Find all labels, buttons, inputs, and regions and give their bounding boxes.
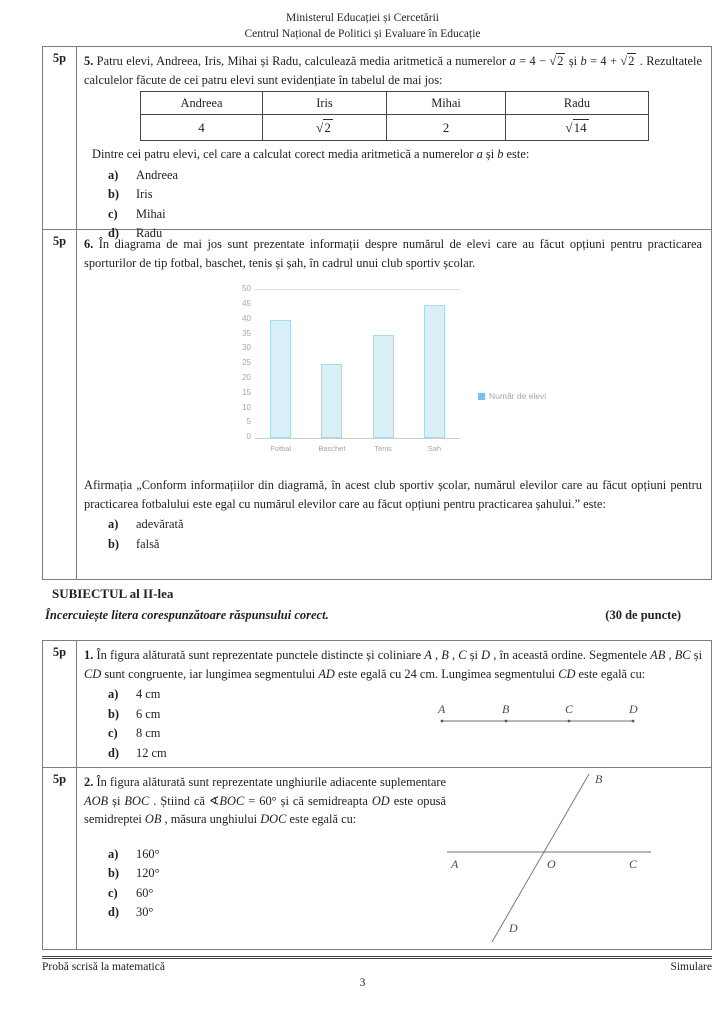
question-6-text: 6. În diagrama de mai jos sunt prezentate informații despre numărul de elevi care au făcut opțiuni pentru practicarea sporturilor de tip fotbal, baschet, tenis și șah, în cadrul unui club sportiv școlar.: [84, 237, 702, 270]
results-table: [140, 91, 649, 141]
page-number: 3: [359, 977, 366, 989]
section1-questions: [42, 46, 712, 580]
y-tick-label: 50: [242, 284, 251, 294]
option-letter: c): [108, 206, 118, 221]
option-row: [108, 166, 702, 186]
point-d-label: D: [629, 702, 638, 716]
line-d-b: [492, 774, 589, 942]
option-row: [108, 205, 702, 225]
point-b-label: B: [595, 772, 603, 786]
section2-title: SUBIECTUL al II-lea: [52, 586, 174, 601]
question-6-content: [77, 230, 711, 579]
option-letter: a): [108, 846, 119, 861]
section2-instruction: Încercuiește litera corespunzătoare răspunsului corect.: [45, 608, 329, 622]
results-table-cell: √14: [506, 115, 649, 141]
option-letter: d): [108, 745, 120, 760]
page-header: [0, 10, 725, 42]
option-letter: c): [108, 885, 118, 900]
chart-bar: [424, 305, 445, 438]
question-ii-2-points: 5p: [43, 768, 77, 949]
chart-category-label: Baschet: [318, 444, 346, 454]
results-table-header: Iris: [263, 92, 387, 115]
center-line: Centrul Național de Politici și Evaluare în Educație: [244, 28, 481, 41]
question-5-content: [77, 47, 711, 241]
point-d-label: D: [509, 921, 518, 935]
point-c-label: C: [565, 702, 574, 716]
question-6-points: 5p: [43, 230, 77, 579]
results-table-header: Radu: [506, 92, 649, 115]
question-6-options: [108, 515, 702, 554]
bar-chart: [235, 284, 570, 466]
results-table-cell: 4: [141, 115, 263, 141]
chart-category-label: Fotbal: [270, 444, 292, 454]
footer-left: Probă scrisă la matematică: [42, 961, 165, 973]
collinear-points-figure: [437, 697, 649, 735]
option-text: Iris: [136, 187, 153, 202]
chart-bar: [373, 335, 394, 439]
option-row: [108, 744, 702, 764]
point-o-label: O: [547, 857, 556, 871]
chart-category-label: Sah: [427, 444, 442, 454]
page-footer: [42, 956, 712, 973]
option-letter: a): [108, 687, 119, 702]
point-c-dot: [568, 720, 571, 723]
question-ii-1-row: [42, 640, 712, 768]
y-tick-label: 10: [242, 402, 251, 412]
point-a-label: A: [438, 702, 446, 716]
footer-right: Simulare: [670, 961, 712, 973]
y-tick-label: 30: [242, 343, 251, 353]
option-row: [108, 535, 702, 555]
chart-bar: [270, 320, 291, 438]
option-text: 8 cm: [136, 726, 161, 741]
chart-y-axis-labels: [235, 285, 251, 441]
option-letter: b): [108, 536, 120, 551]
chart-plot-area: [255, 289, 460, 439]
option-text: Andreea: [136, 167, 178, 182]
y-tick-label: 40: [242, 313, 251, 323]
question-ii-1-text: 1. În figura alăturată sunt reprezentate punctele distincte și coliniare A , B , C și D , în această ordine. Segmentele AB , BC și CD sunt congruente, iar lungimea segmentului AD este egală cu 24 cm. Lungimea segmentului CD este egală cu:: [84, 648, 703, 681]
option-text: 60°: [136, 885, 154, 900]
chart-category-label: Tenis: [374, 444, 392, 454]
point-c-label: C: [629, 857, 638, 871]
question-ii-2-text: 2. În figura alăturată sunt reprezentate unghiurile adiacente suplementare AOB și BOC . Știind că ∢BOC = 60° și că semidreapta OD este opusă semidreptei OB , măsura unghiului DOC este egală cu:: [84, 775, 446, 827]
option-text: Radu: [136, 226, 163, 241]
option-letter: d): [108, 226, 120, 241]
option-text: 12 cm: [136, 745, 167, 760]
results-table-header-row: [141, 92, 649, 115]
option-text: 6 cm: [136, 706, 161, 721]
option-letter: b): [108, 706, 120, 721]
question-5-text: 5. Patru elevi, Andreea, Iris, Mihai și Radu, calculează media aritmetică a numerelor a = 4 − √2 și b = 4 + √2 . Rezultatele calculelor făcute de cei patru elevi sunt evidențiate în tabelul de mai jos:: [84, 54, 702, 87]
section2-points-note: (30 de puncte): [605, 608, 681, 622]
chart-legend: [478, 391, 546, 401]
option-letter: b): [108, 187, 120, 202]
results-table-cell: 2: [387, 115, 506, 141]
point-b-dot: [505, 720, 508, 723]
option-text: 4 cm: [136, 687, 161, 702]
legend-swatch-icon: [478, 393, 485, 400]
chart-x-axis-labels: [255, 444, 460, 453]
ministry-line: Ministerul Educației și Cercetării: [286, 12, 439, 24]
results-table-value-row: [141, 115, 649, 141]
y-tick-label: 45: [242, 299, 251, 309]
y-tick-label: 20: [242, 373, 251, 382]
point-b-label: B: [502, 702, 510, 716]
point-a-dot: [441, 720, 444, 723]
adjacent-angles-figure: [439, 768, 691, 944]
question-6-statement: Afirmația „Conform informațiilor din diagramă, în acest club sportiv școlar, numărul elevilor care au făcut opțiuni pentru practicarea fotbalului este egal cu numărul elevilor care au făcut opțiuni pentru practicarea șahului.” este:: [84, 478, 702, 511]
option-text: 120°: [136, 866, 160, 881]
point-a-label: A: [451, 857, 459, 871]
question-ii-2-row: [42, 768, 712, 950]
question-5-row: [42, 46, 712, 241]
results-table-header: Andreea: [141, 92, 263, 115]
question-ii-2-content: [77, 768, 711, 949]
option-text: adevărată: [136, 517, 184, 532]
option-text: 160°: [136, 846, 160, 861]
legend-label: Număr de elevi: [489, 391, 547, 402]
option-row: [108, 185, 702, 205]
y-tick-label: 35: [242, 328, 251, 338]
question-6-row: [42, 230, 712, 580]
question-ii-1-content: [77, 641, 711, 767]
question-5-prompt: Dintre cei patru elevi, cel care a calculat corect media aritmetică a numerelor a și b este:: [92, 147, 530, 162]
option-letter: c): [108, 726, 118, 741]
y-tick-label: 0: [246, 432, 251, 442]
results-table-cell: √2: [263, 115, 387, 141]
option-letter: a): [108, 167, 119, 182]
y-tick-label: 15: [242, 387, 251, 397]
section2-questions: [42, 640, 712, 950]
option-letter: d): [108, 905, 120, 920]
question-5-points: 5p: [43, 47, 77, 229]
section2-instruction-row: [45, 608, 681, 623]
results-table-header: Mihai: [387, 92, 506, 115]
option-row: [108, 515, 702, 535]
y-tick-label: 25: [242, 358, 251, 368]
option-letter: a): [108, 517, 119, 532]
option-text: falsă: [136, 536, 160, 551]
point-d-dot: [632, 720, 635, 723]
option-letter: b): [108, 866, 120, 881]
option-text: 30°: [136, 905, 154, 920]
y-tick-label: 5: [246, 417, 251, 427]
question-ii-1-points: 5p: [43, 641, 77, 767]
option-text: Mihai: [136, 206, 166, 221]
chart-bar: [321, 364, 342, 438]
